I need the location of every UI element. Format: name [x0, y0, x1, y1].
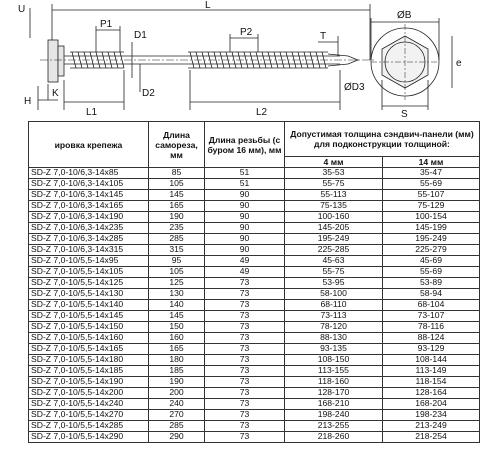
- cell-thickness-4mm: 225-285: [285, 245, 383, 256]
- cell-length: 185: [149, 366, 205, 377]
- cell-name: SD-Z 7,0-10/5,5-14x185: [29, 366, 149, 377]
- cell-thread: 51: [205, 179, 285, 190]
- cell-thickness-4mm: 55-75: [285, 267, 383, 278]
- cell-length: 315: [149, 245, 205, 256]
- cell-thickness-4mm: 68-110: [285, 300, 383, 311]
- cell-length: 140: [149, 300, 205, 311]
- label-d3: ØD3: [344, 82, 365, 93]
- table-row: [29, 432, 480, 443]
- cell-name: SD-Z 7,0-10/5,5-14x140: [29, 300, 149, 311]
- cell-thickness-14mm: 73-107: [383, 311, 480, 322]
- cell-thickness-14mm: 88-124: [383, 333, 480, 344]
- label-d1: D1: [134, 30, 147, 41]
- cell-length: 145: [149, 190, 205, 201]
- cell-name: SD-Z 7,0-10/6,3-14x190: [29, 212, 149, 223]
- cell-thickness-14mm: 128-164: [383, 388, 480, 399]
- table-row: [29, 311, 480, 322]
- cell-thickness-14mm: 213-249: [383, 421, 480, 432]
- cell-name: SD-Z 7,0-10/5,5-14x200: [29, 388, 149, 399]
- cell-thickness-4mm: 55-113: [285, 190, 383, 201]
- table-row: [29, 179, 480, 190]
- table-row: [29, 300, 480, 311]
- spec-table-container: [28, 121, 479, 443]
- cell-length: 285: [149, 234, 205, 245]
- cell-name: SD-Z 7,0-10/6,3-14x105: [29, 179, 149, 190]
- cell-thickness-4mm: 53-95: [285, 278, 383, 289]
- cell-thickness-14mm: 100-154: [383, 212, 480, 223]
- header-sub-4mm: 4 мм: [285, 157, 383, 168]
- cell-length: 105: [149, 267, 205, 278]
- header-sub-14mm: 14 мм: [383, 157, 480, 168]
- cell-thickness-14mm: 118-154: [383, 377, 480, 388]
- screw-drawing: [0, 0, 500, 120]
- cell-thickness-14mm: 113-149: [383, 366, 480, 377]
- table-row: [29, 388, 480, 399]
- cell-thread: 73: [205, 399, 285, 410]
- cell-length: 165: [149, 344, 205, 355]
- cell-thickness-4mm: 145-205: [285, 223, 383, 234]
- label-e: e: [456, 58, 462, 69]
- cell-length: 235: [149, 223, 205, 234]
- cell-length: 240: [149, 399, 205, 410]
- cell-name: SD-Z 7,0-10/5,5-14x270: [29, 410, 149, 421]
- cell-thread: 73: [205, 322, 285, 333]
- cell-thickness-4mm: 198-240: [285, 410, 383, 421]
- label-l: L: [205, 0, 211, 11]
- cell-thickness-14mm: 75-129: [383, 201, 480, 212]
- cell-thread: 73: [205, 355, 285, 366]
- cell-thickness-4mm: 100-160: [285, 212, 383, 223]
- label-d2: D2: [142, 88, 155, 99]
- cell-thickness-4mm: 73-113: [285, 311, 383, 322]
- table-row: [29, 410, 480, 421]
- table-row: [29, 399, 480, 410]
- cell-thickness-4mm: 113-155: [285, 366, 383, 377]
- cell-name: SD-Z 7,0-10/6,3-14x235: [29, 223, 149, 234]
- cell-thread: 73: [205, 410, 285, 421]
- cell-thickness-14mm: 55-69: [383, 179, 480, 190]
- cell-thickness-14mm: 45-69: [383, 256, 480, 267]
- cell-thickness-14mm: 55-69: [383, 267, 480, 278]
- label-h: H: [24, 96, 32, 107]
- cell-thread: 90: [205, 190, 285, 201]
- cell-name: SD-Z 7,0-10/5,5-14x190: [29, 377, 149, 388]
- cell-length: 145: [149, 311, 205, 322]
- cell-thickness-4mm: 218-260: [285, 432, 383, 443]
- cell-thread: 73: [205, 300, 285, 311]
- cell-thickness-4mm: 118-160: [285, 377, 383, 388]
- cell-thickness-14mm: 195-249: [383, 234, 480, 245]
- cell-thickness-4mm: 55-75: [285, 179, 383, 190]
- cell-name: SD-Z 7,0-10/5,5-14x285: [29, 421, 149, 432]
- cell-name: SD-Z 7,0-10/6,3-14x315: [29, 245, 149, 256]
- cell-thread: 51: [205, 168, 285, 179]
- cell-thickness-4mm: 93-135: [285, 344, 383, 355]
- table-row: [29, 322, 480, 333]
- cell-thickness-14mm: 93-129: [383, 344, 480, 355]
- table-row: [29, 245, 480, 256]
- cell-thread: 73: [205, 278, 285, 289]
- cell-thread: 73: [205, 377, 285, 388]
- table-row: [29, 344, 480, 355]
- cell-thickness-4mm: 45-63: [285, 256, 383, 267]
- table-body: [29, 168, 480, 443]
- cell-thread: 49: [205, 267, 285, 278]
- cell-thickness-4mm: 128-170: [285, 388, 383, 399]
- cell-length: 190: [149, 377, 205, 388]
- cell-name: SD-Z 7,0-10/6,3-14x85: [29, 168, 149, 179]
- cell-thickness-14mm: 198-234: [383, 410, 480, 421]
- cell-name: SD-Z 7,0-10/6,3-14x285: [29, 234, 149, 245]
- cell-thickness-14mm: 35-47: [383, 168, 480, 179]
- label-u: U: [18, 4, 26, 15]
- cell-thread: 90: [205, 212, 285, 223]
- cell-thread: 90: [205, 223, 285, 234]
- label-s: S: [401, 109, 408, 120]
- cell-thread: 73: [205, 388, 285, 399]
- label-b: ØB: [397, 10, 412, 21]
- cell-name: SD-Z 7,0-10/5,5-14x290: [29, 432, 149, 443]
- cell-thread: 49: [205, 256, 285, 267]
- cell-thickness-4mm: 35-53: [285, 168, 383, 179]
- cell-thickness-4mm: 108-150: [285, 355, 383, 366]
- label-l2: L2: [256, 107, 268, 118]
- table-row: [29, 234, 480, 245]
- label-p1: P1: [100, 19, 113, 30]
- cell-thread: 73: [205, 344, 285, 355]
- cell-thread: 73: [205, 333, 285, 344]
- cell-name: SD-Z 7,0-10/6,3-14x165: [29, 201, 149, 212]
- table-row: [29, 223, 480, 234]
- cell-length: 95: [149, 256, 205, 267]
- table-row: [29, 333, 480, 344]
- header-thickness: Допустимая толщина сэндвич-панели (мм) для подконструкции толщиной:: [285, 122, 480, 157]
- cell-length: 160: [149, 333, 205, 344]
- cell-thickness-4mm: 88-130: [285, 333, 383, 344]
- cell-thickness-4mm: 195-249: [285, 234, 383, 245]
- cell-thickness-14mm: 68-104: [383, 300, 480, 311]
- cell-thickness-4mm: 213-255: [285, 421, 383, 432]
- cell-thickness-4mm: 78-120: [285, 322, 383, 333]
- table-row: [29, 289, 480, 300]
- cell-length: 130: [149, 289, 205, 300]
- cell-thickness-14mm: 145-199: [383, 223, 480, 234]
- cell-thread: 73: [205, 421, 285, 432]
- cell-length: 200: [149, 388, 205, 399]
- cell-length: 270: [149, 410, 205, 421]
- table-row: [29, 212, 480, 223]
- cell-name: SD-Z 7,0-10/5,5-14x150: [29, 322, 149, 333]
- cell-length: 190: [149, 212, 205, 223]
- table-row: [29, 377, 480, 388]
- cell-name: SD-Z 7,0-10/5,5-14x160: [29, 333, 149, 344]
- header-thread: Длина резьбы (с буром 16 мм), мм: [205, 122, 285, 168]
- cell-thickness-4mm: 168-210: [285, 399, 383, 410]
- cell-length: 85: [149, 168, 205, 179]
- header-name: ировка крепежа: [29, 122, 149, 168]
- cell-name: SD-Z 7,0-10/5,5-14x105: [29, 267, 149, 278]
- cell-thickness-4mm: 58-100: [285, 289, 383, 300]
- label-p2: P2: [240, 27, 253, 38]
- cell-name: SD-Z 7,0-10/5,5-14x130: [29, 289, 149, 300]
- cell-length: 180: [149, 355, 205, 366]
- cell-length: 125: [149, 278, 205, 289]
- cell-thread: 90: [205, 245, 285, 256]
- cell-thread: 73: [205, 432, 285, 443]
- cell-thread: 90: [205, 201, 285, 212]
- cell-thickness-14mm: 53-89: [383, 278, 480, 289]
- label-t: T: [320, 31, 327, 42]
- cell-name: SD-Z 7,0-10/5,5-14x125: [29, 278, 149, 289]
- spec-table: [28, 121, 480, 443]
- table-row: [29, 366, 480, 377]
- cell-thickness-14mm: 168-204: [383, 399, 480, 410]
- cell-thickness-4mm: 75-135: [285, 201, 383, 212]
- cell-name: SD-Z 7,0-10/5,5-14x240: [29, 399, 149, 410]
- table-row: [29, 355, 480, 366]
- cell-length: 285: [149, 421, 205, 432]
- header-length: Длина самореза, мм: [149, 122, 205, 168]
- cell-thickness-14mm: 78-116: [383, 322, 480, 333]
- cell-thread: 73: [205, 289, 285, 300]
- table-row: [29, 278, 480, 289]
- cell-length: 165: [149, 201, 205, 212]
- cell-length: 290: [149, 432, 205, 443]
- cell-thickness-14mm: 225-279: [383, 245, 480, 256]
- cell-thickness-14mm: 108-144: [383, 355, 480, 366]
- table-row: [29, 190, 480, 201]
- cell-name: SD-Z 7,0-10/5,5-14x95: [29, 256, 149, 267]
- label-k: K: [52, 88, 59, 99]
- cell-name: SD-Z 7,0-10/5,5-14x165: [29, 344, 149, 355]
- cell-length: 105: [149, 179, 205, 190]
- table-row: [29, 267, 480, 278]
- cell-name: SD-Z 7,0-10/5,5-14x180: [29, 355, 149, 366]
- cell-length: 150: [149, 322, 205, 333]
- cell-name: SD-Z 7,0-10/6,3-14x145: [29, 190, 149, 201]
- cell-name: SD-Z 7,0-10/5,5-14x145: [29, 311, 149, 322]
- label-l1: L1: [86, 107, 98, 118]
- cell-thread: 73: [205, 366, 285, 377]
- cell-thickness-14mm: 55-107: [383, 190, 480, 201]
- table-row: [29, 201, 480, 212]
- table-row: [29, 168, 480, 179]
- cell-thread: 73: [205, 311, 285, 322]
- cell-thread: 90: [205, 234, 285, 245]
- table-row: [29, 421, 480, 432]
- cell-thickness-14mm: 58-94: [383, 289, 480, 300]
- cell-thickness-14mm: 218-254: [383, 432, 480, 443]
- table-row: [29, 256, 480, 267]
